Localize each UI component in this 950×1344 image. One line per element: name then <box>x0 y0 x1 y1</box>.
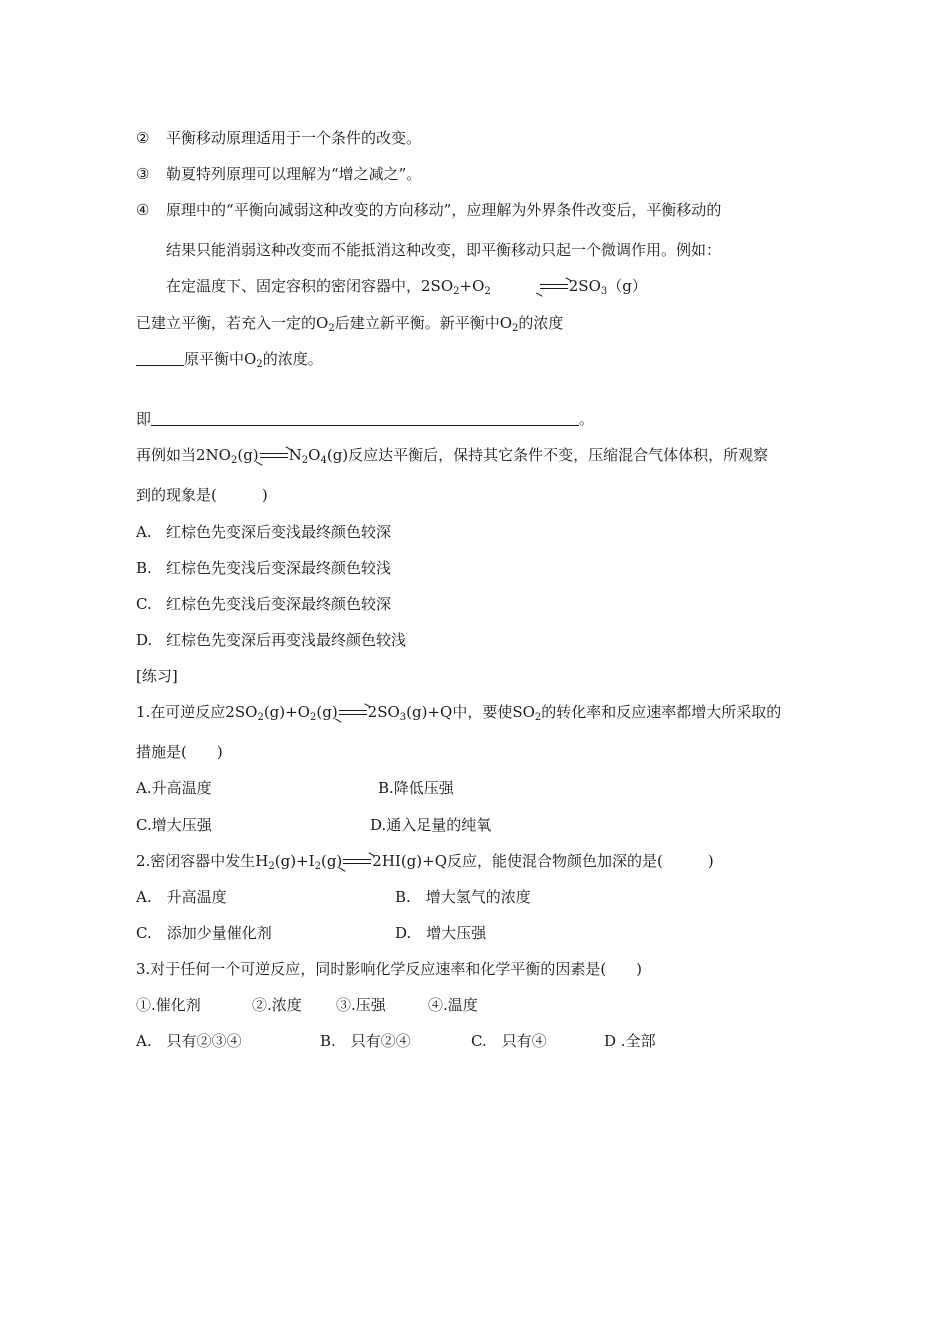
q1-stem <box>136 702 781 722</box>
example1-state: （g） <box>607 277 647 295</box>
subscript: 2 <box>314 861 321 872</box>
subscript: 3 <box>399 712 407 723</box>
subscript: 2 <box>256 359 263 370</box>
equilibrium-arrow-icon <box>260 449 288 463</box>
subscript: 2 <box>257 712 264 723</box>
q3-option-a[interactable]: A. 只有②③④ <box>136 1032 242 1050</box>
point-text: 平衡移动原理适用于一个条件的改变。 <box>166 129 422 147</box>
q1-stem-cont: 措施是( ) <box>136 743 223 761</box>
q1-option-b[interactable]: B.降低压强 <box>378 779 454 797</box>
subscript: 2 <box>268 861 275 872</box>
q1-option-a[interactable]: A.升高温度 <box>136 779 212 797</box>
text-segment: (g)+Q中，要使SO <box>406 703 535 721</box>
text-segment: (g) <box>237 446 259 464</box>
example2-option-a[interactable] <box>136 522 391 542</box>
equilibrium-arrow-icon <box>540 280 568 294</box>
example2-option-b[interactable] <box>136 558 391 578</box>
q2-option-b[interactable]: B. 增大氢气的浓度 <box>395 888 531 906</box>
subscript: 2 <box>309 712 317 723</box>
answer-blank[interactable] <box>136 349 184 366</box>
point-3 <box>136 164 421 184</box>
example2-stem-cont: 到的现象是( ) <box>136 486 268 504</box>
q2-option-d[interactable]: D. 增大压强 <box>395 924 487 942</box>
q3-factor-2: ②.浓度 <box>252 996 302 1014</box>
equilibrium-arrow-icon <box>339 706 367 720</box>
point-text: 原理中的“平衡向减弱这种改变的方向移动”，应理解为外界条件改变后，平衡移动的 <box>166 201 722 219</box>
subscript: 2 <box>453 286 460 297</box>
point-2 <box>136 128 421 148</box>
subscript: 2 <box>230 455 238 466</box>
example2-option-c[interactable] <box>136 594 391 614</box>
ji-end: 。 <box>579 410 595 428</box>
q2-stem <box>136 851 714 871</box>
subscript: 2 <box>484 286 491 297</box>
text-segment: 的浓度 <box>518 314 564 332</box>
example1-line1 <box>166 276 647 296</box>
example2-stem <box>136 445 768 465</box>
option-text: 红棕色先变浅后变深最终颜色较深 <box>166 595 392 613</box>
text-segment: 1.在可逆反应2SO <box>136 703 258 721</box>
text-segment: (g)+I <box>274 852 315 870</box>
option-text: 红棕色先变深后变浅最终颜色较深 <box>166 523 392 541</box>
subscript: 4 <box>320 455 327 466</box>
text-segment: 后建立新平衡。新平衡中O <box>334 314 512 332</box>
point-text: 勒夏特列原理可以理解为“增之减之”。 <box>166 165 422 183</box>
example1-o2: +O <box>459 277 485 295</box>
q3-factor-3: ③.压强 <box>336 996 386 1014</box>
text-segment: O <box>308 446 321 464</box>
option-label: D. <box>136 631 153 649</box>
point-number: ④ <box>136 201 150 219</box>
subscript: 3 <box>600 286 608 297</box>
text-segment: 2SO <box>367 703 400 721</box>
point-4 <box>136 200 721 220</box>
text-segment: (g)+O <box>263 703 310 721</box>
q3-option-d[interactable]: D .全部 <box>604 1032 656 1050</box>
practice-heading: [练习] <box>136 667 178 685</box>
q1-option-c[interactable]: C.增大压强 <box>136 816 212 834</box>
option-label: C. <box>136 595 152 613</box>
example1-ji-line <box>136 409 594 429</box>
q2-option-a[interactable]: A. 升高温度 <box>136 888 227 906</box>
answer-blank[interactable] <box>151 409 579 426</box>
text-segment: (g) <box>316 703 338 721</box>
q3-option-b[interactable]: B. 只有②④ <box>320 1032 411 1050</box>
text-segment: 原平衡中O <box>184 350 257 368</box>
option-label: A. <box>136 523 152 541</box>
text-segment: 已建立平衡，若充入一定的O <box>136 314 329 332</box>
text-segment: 的浓度。 <box>262 350 323 368</box>
q3-option-c[interactable]: C. 只有④ <box>471 1032 547 1050</box>
subscript: 2 <box>301 455 309 466</box>
point-4-continuation: 结果只能消弱这种改变而不能抵消这种改变，即平衡移动只起一个微调作用。例如： <box>166 241 722 259</box>
text-segment: 2.密闭容器中发生H <box>136 852 269 870</box>
example1-intro: 在定温度下、固定容积的密闭容器中，2SO <box>166 277 454 295</box>
text-segment: (g) <box>320 852 343 870</box>
text-segment: 的转化率和反应速率都增大所采取的 <box>541 703 782 721</box>
q3-factor-4: ④.温度 <box>428 996 478 1014</box>
point-number: ② <box>136 129 150 147</box>
subscript: 2 <box>328 323 335 334</box>
option-text: 红棕色先变深后再变浅最终颜色较浅 <box>166 631 407 649</box>
example1-line2 <box>136 313 563 333</box>
text-segment: 2HI(g)+Q反应，能使混合物颜色加深的是( ) <box>372 852 714 870</box>
text-segment: (g)反应达平衡后，保持其它条件不变，压缩混合气体体积，所观察 <box>326 446 769 464</box>
q3-factor-1: ①.催化剂 <box>136 996 201 1014</box>
option-label: B. <box>136 559 152 577</box>
subscript: 2 <box>534 712 542 723</box>
example1-product: 2SO <box>568 277 601 295</box>
example2-option-d[interactable] <box>136 630 406 650</box>
q2-option-c[interactable]: C. 添加少量催化剂 <box>136 924 272 942</box>
q3-stem: 3.对于任何一个可逆反应，同时影响化学反应速率和化学平衡的因素是( ) <box>136 960 643 978</box>
text-segment: N <box>288 446 302 464</box>
q1-option-d[interactable]: D.通入足量的纯氧 <box>370 816 492 834</box>
equilibrium-arrow-icon <box>343 855 371 869</box>
text-segment: 再例如当2NO <box>136 446 231 464</box>
example1-line3 <box>136 349 323 369</box>
subscript: 2 <box>512 323 519 334</box>
ji-label: 即 <box>136 410 152 428</box>
option-text: 红棕色先变浅后变深最终颜色较浅 <box>166 559 392 577</box>
point-number: ③ <box>136 165 150 183</box>
